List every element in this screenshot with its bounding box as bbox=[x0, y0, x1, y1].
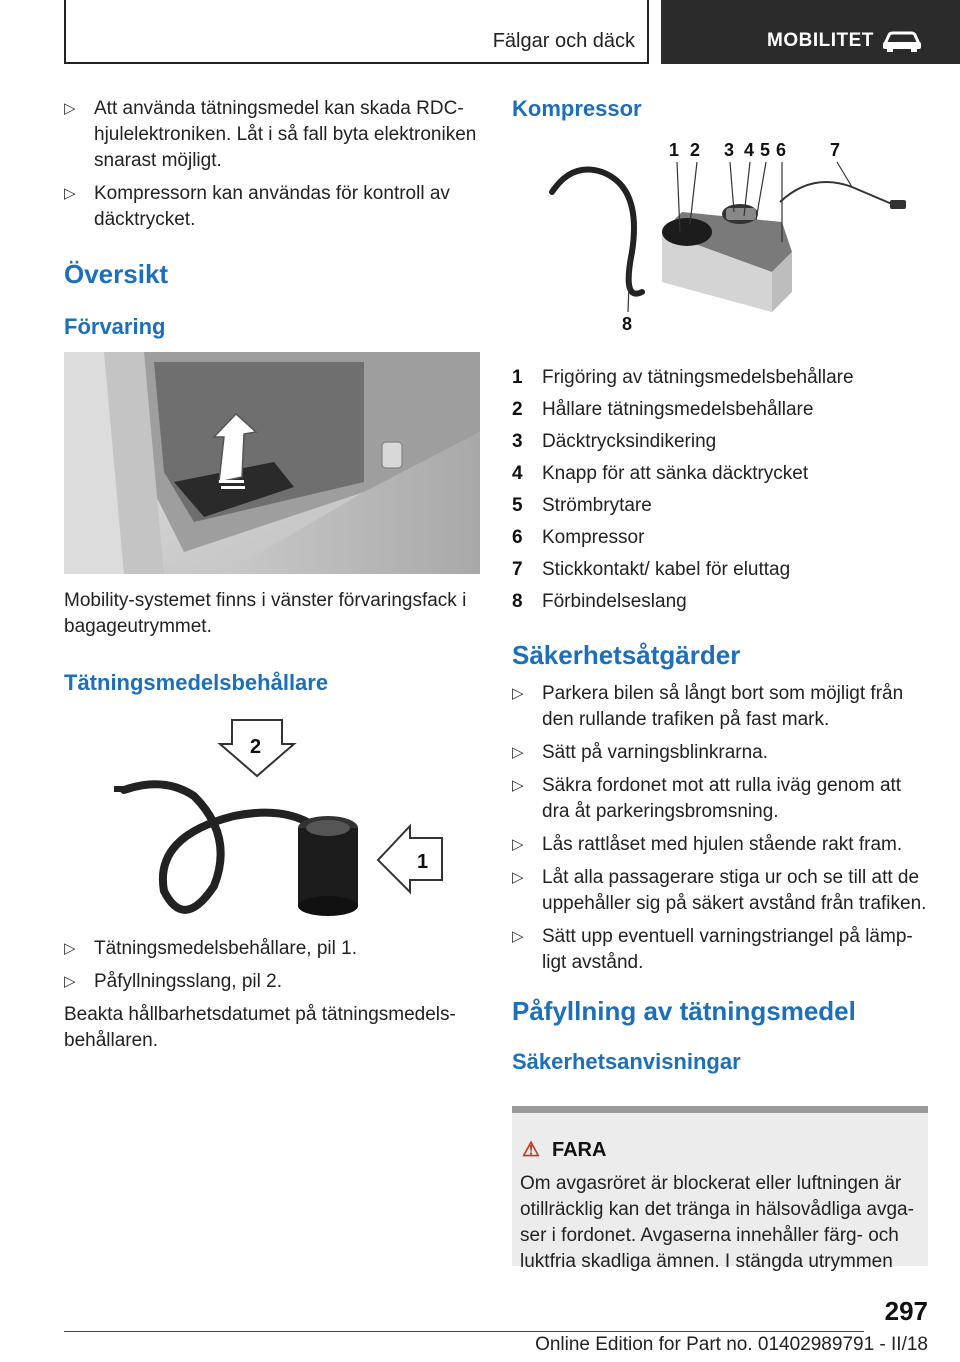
list-item: 4 Knapp för att sänka däcktrycket bbox=[512, 463, 809, 484]
safety-bullet-6: ▷ Sätt upp eventuell varningstriangel på lämp-ligt avstånd. bbox=[512, 926, 913, 973]
list-item: 1 Frigöring av tätningsmedelsbehållare bbox=[512, 367, 854, 388]
heading-safety-notes: Säkerhetsanvisningar bbox=[512, 1049, 741, 1074]
safety-bullet-5: ▷ Låt alla passagerare stiga ur och se till att de uppehåller sig på säkert avstånd från trafiken. bbox=[512, 867, 927, 914]
callout-2: 2 bbox=[690, 140, 701, 160]
footer-divider bbox=[64, 1331, 864, 1332]
safety-bullet-3: ▷ Säkra fordonet mot att rulla iväg genom att dra åt parkeringsbromsning. bbox=[512, 775, 902, 822]
list-item: 3 Däcktrycksindikering bbox=[512, 431, 717, 452]
compressor-illustration bbox=[512, 132, 928, 342]
heading-filling: Påfyllning av tätningsmedel bbox=[512, 996, 856, 1026]
list-item: 8 Förbindelseslang bbox=[512, 591, 687, 612]
compressor-parts-list bbox=[512, 362, 928, 618]
triangle-bullet-icon: ▷ bbox=[512, 928, 524, 945]
chapter-label: MOBILITET bbox=[767, 30, 874, 51]
storage-caption: Mobility-systemet finns i vänster förvaringsfack i bagageutrymmet. bbox=[64, 590, 467, 637]
callout-4: 4 bbox=[744, 140, 755, 160]
section-title: Fälgar och däck bbox=[492, 30, 635, 52]
container-note: Beakta hållbarhetsdatumet på tätningsmedels-behållaren. bbox=[64, 1004, 456, 1051]
warning-header bbox=[522, 1137, 606, 1162]
footer-edition: Online Edition for Part no. 01402989791 - II/18 bbox=[535, 1334, 928, 1355]
triangle-bullet-icon: ▷ bbox=[512, 685, 524, 702]
danger-warning-box bbox=[512, 1106, 928, 1272]
container-illustration bbox=[64, 716, 480, 926]
intro-bullet-1: ▷ Att använda tätningsmedel kan skada RDC-hjulelektroniken. Låt i så fall byta elektroniken snarast möjligt. bbox=[64, 98, 477, 171]
warning-text: Om avgasröret är blockerat eller luftningen är otillräcklig kan det tränga in hälsovådliga avga-ser i fordonet. Avgaserna innehåller färg- och luktfria skadliga ämnen. I stängda utrymmen bbox=[520, 1173, 914, 1272]
triangle-bullet-icon: ▷ bbox=[512, 836, 524, 853]
callout-6: 6 bbox=[776, 140, 787, 160]
triangle-bullet-icon: ▷ bbox=[512, 777, 524, 794]
heading-safety: Säkerhetsåtgärder bbox=[512, 640, 741, 670]
callout-3: 3 bbox=[724, 140, 735, 160]
page-number: 297 bbox=[884, 1296, 928, 1326]
list-item: 6 Kompressor bbox=[512, 527, 645, 548]
header-section-box bbox=[64, 0, 649, 64]
callout-1: 1 bbox=[669, 140, 680, 160]
car-icon bbox=[881, 30, 923, 52]
callout-5: 5 bbox=[760, 140, 771, 160]
header-chapter-box bbox=[661, 0, 960, 64]
list-item: 5 Strömbrytare bbox=[512, 495, 652, 516]
intro-bullet-2: ▷ Kompressorn kan användas för kontroll av däcktrycket. bbox=[64, 183, 450, 230]
arrow-label-1: 1 bbox=[417, 851, 429, 873]
storage-photo bbox=[64, 352, 480, 574]
list-item: 7 Stickkontakt/ kabel för eluttag bbox=[512, 559, 791, 580]
triangle-bullet-icon: ▷ bbox=[512, 869, 524, 886]
heading-oversikt: Översikt bbox=[64, 259, 169, 289]
left-column bbox=[64, 96, 480, 1054]
arrow-label-2: 2 bbox=[250, 736, 262, 758]
warning-title: FARA bbox=[552, 1139, 607, 1161]
safety-bullet-2: ▷ Sätt på varningsblinkrarna. bbox=[512, 740, 928, 766]
safety-bullet-4: ▷ Lås rattlåset med hjulen stående rakt fram. bbox=[512, 832, 928, 858]
triangle-bullet-icon: ▷ bbox=[512, 744, 524, 761]
container-bullet-2: ▷ Påfyllningsslang, pil 2. bbox=[64, 969, 480, 995]
heading-forvaring: Förvaring bbox=[64, 314, 166, 339]
right-column bbox=[512, 96, 928, 1075]
triangle-bullet-icon: ▷ bbox=[64, 973, 76, 990]
heading-compressor: Kompressor bbox=[512, 96, 642, 121]
triangle-bullet-icon: ▷ bbox=[64, 100, 76, 117]
callout-8: 8 bbox=[622, 314, 633, 334]
callout-7: 7 bbox=[830, 140, 841, 160]
warning-triangle-icon: ⚠ bbox=[522, 1139, 540, 1161]
safety-bullet-1: ▷ Parkera bilen så långt bort som möjligt från den rullande trafiken på fast mark. bbox=[512, 683, 904, 730]
list-item: 2 Hållare tätningsmedelsbehållare bbox=[512, 399, 814, 420]
triangle-bullet-icon: ▷ bbox=[64, 185, 76, 202]
heading-container: Tätningsmedelsbehållare bbox=[64, 670, 329, 695]
triangle-bullet-icon: ▷ bbox=[64, 940, 76, 957]
container-bullet-1: ▷ Tätningsmedelsbehållare, pil 1. bbox=[64, 936, 480, 962]
